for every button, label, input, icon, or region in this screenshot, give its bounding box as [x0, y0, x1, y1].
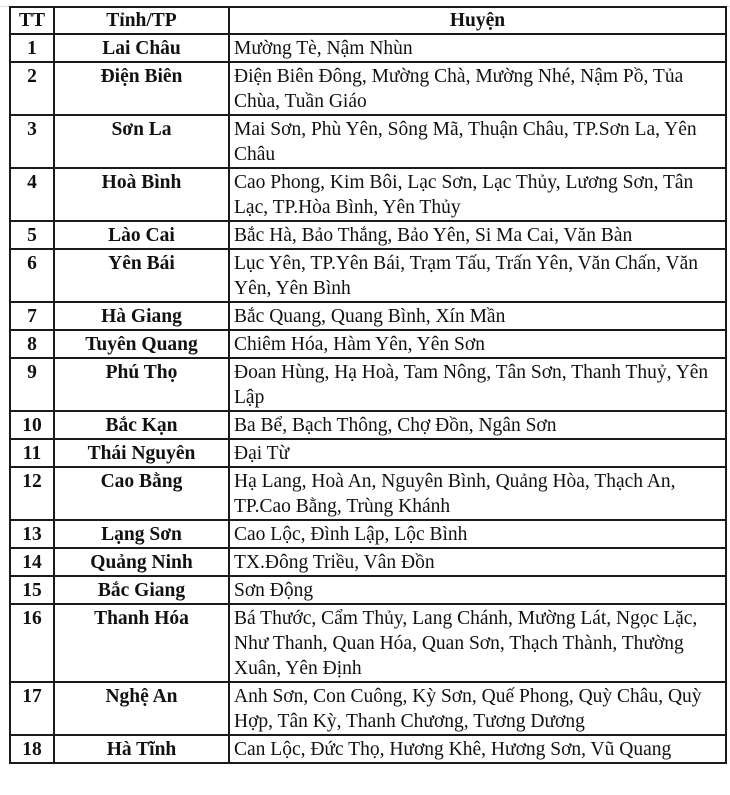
- row-number: 12: [10, 467, 54, 520]
- table-body: [10, 34, 726, 763]
- row-number: 15: [10, 576, 54, 604]
- province-name: Phú Thọ: [54, 358, 229, 411]
- table-row: [10, 302, 726, 330]
- header-tt: TT: [10, 7, 54, 34]
- district-list: Mường Tè, Nậm Nhùn: [229, 34, 726, 62]
- province-name: Cao Bằng: [54, 467, 229, 520]
- districts-table: [9, 6, 727, 764]
- district-list: Hạ Lang, Hoà An, Nguyên Bình, Quảng Hòa, Thạch An, TP.Cao Bằng, Trùng Khánh: [229, 467, 726, 520]
- province-name: Lai Châu: [54, 34, 229, 62]
- province-name: Lạng Sơn: [54, 520, 229, 548]
- table-row: [10, 576, 726, 604]
- province-name: Tuyên Quang: [54, 330, 229, 358]
- district-list: Can Lộc, Đức Thọ, Hương Khê, Hương Sơn, Vũ Quang: [229, 735, 726, 763]
- district-list: Anh Sơn, Con Cuông, Kỳ Sơn, Quế Phong, Quỳ Châu, Quỳ Hợp, Tân Kỳ, Thanh Chương, Tương Dương: [229, 682, 726, 735]
- table-row: [10, 604, 726, 682]
- table-row: [10, 62, 726, 115]
- row-number: 3: [10, 115, 54, 168]
- district-list: Bắc Hà, Bảo Thắng, Bảo Yên, Si Ma Cai, Văn Bàn: [229, 221, 726, 249]
- row-number: 18: [10, 735, 54, 763]
- province-name: Bắc Giang: [54, 576, 229, 604]
- table-row: [10, 520, 726, 548]
- row-number: 7: [10, 302, 54, 330]
- district-list: Điện Biên Đông, Mường Chà, Mường Nhé, Nậm Pồ, Tủa Chùa, Tuần Giáo: [229, 62, 726, 115]
- province-name: Hoà Bình: [54, 168, 229, 221]
- district-list: Cao Lộc, Đình Lập, Lộc Bình: [229, 520, 726, 548]
- district-list: Đoan Hùng, Hạ Hoà, Tam Nông, Tân Sơn, Thanh Thuỷ, Yên Lập: [229, 358, 726, 411]
- header-province: Tỉnh/TP: [54, 7, 229, 34]
- table-row: [10, 439, 726, 467]
- table-row: [10, 358, 726, 411]
- province-name: Lào Cai: [54, 221, 229, 249]
- row-number: 10: [10, 411, 54, 439]
- province-name: Sơn La: [54, 115, 229, 168]
- table-row: [10, 249, 726, 302]
- district-list: Bá Thước, Cẩm Thủy, Lang Chánh, Mường Lát, Ngọc Lặc, Như Thanh, Quan Hóa, Quan Sơn, Thạch Thành, Thường Xuân, Yên Định: [229, 604, 726, 682]
- table-row: [10, 115, 726, 168]
- header-district: Huyện: [229, 7, 726, 34]
- table-row: [10, 34, 726, 62]
- row-number: 1: [10, 34, 54, 62]
- row-number: 8: [10, 330, 54, 358]
- row-number: 2: [10, 62, 54, 115]
- table-row: [10, 735, 726, 763]
- district-list: Bắc Quang, Quang Bình, Xín Mần: [229, 302, 726, 330]
- row-number: 14: [10, 548, 54, 576]
- district-list: Cao Phong, Kim Bôi, Lạc Sơn, Lạc Thủy, Lương Sơn, Tân Lạc, TP.Hòa Bình, Yên Thủy: [229, 168, 726, 221]
- province-name: Bắc Kạn: [54, 411, 229, 439]
- province-name: Yên Bái: [54, 249, 229, 302]
- district-list: TX.Đông Triều, Vân Đồn: [229, 548, 726, 576]
- province-name: Thái Nguyên: [54, 439, 229, 467]
- table-row: [10, 330, 726, 358]
- province-name: Quảng Ninh: [54, 548, 229, 576]
- row-number: 16: [10, 604, 54, 682]
- row-number: 9: [10, 358, 54, 411]
- district-list: Mai Sơn, Phù Yên, Sông Mã, Thuận Châu, TP.Sơn La, Yên Châu: [229, 115, 726, 168]
- table-row: [10, 548, 726, 576]
- table-row: [10, 168, 726, 221]
- table-row: [10, 411, 726, 439]
- province-name: Hà Tĩnh: [54, 735, 229, 763]
- district-list: Chiêm Hóa, Hàm Yên, Yên Sơn: [229, 330, 726, 358]
- table-row: [10, 682, 726, 735]
- province-name: Hà Giang: [54, 302, 229, 330]
- row-number: 13: [10, 520, 54, 548]
- row-number: 5: [10, 221, 54, 249]
- row-number: 6: [10, 249, 54, 302]
- province-name: Thanh Hóa: [54, 604, 229, 682]
- row-number: 4: [10, 168, 54, 221]
- province-name: Điện Biên: [54, 62, 229, 115]
- row-number: 17: [10, 682, 54, 735]
- table-row: [10, 467, 726, 520]
- district-list: Đại Từ: [229, 439, 726, 467]
- row-number: 11: [10, 439, 54, 467]
- district-list: Ba Bể, Bạch Thông, Chợ Đồn, Ngân Sơn: [229, 411, 726, 439]
- header-row: [10, 7, 726, 34]
- district-list: Sơn Động: [229, 576, 726, 604]
- province-name: Nghệ An: [54, 682, 229, 735]
- district-list: Lục Yên, TP.Yên Bái, Trạm Tấu, Trấn Yên, Văn Chấn, Văn Yên, Yên Bình: [229, 249, 726, 302]
- table-row: [10, 221, 726, 249]
